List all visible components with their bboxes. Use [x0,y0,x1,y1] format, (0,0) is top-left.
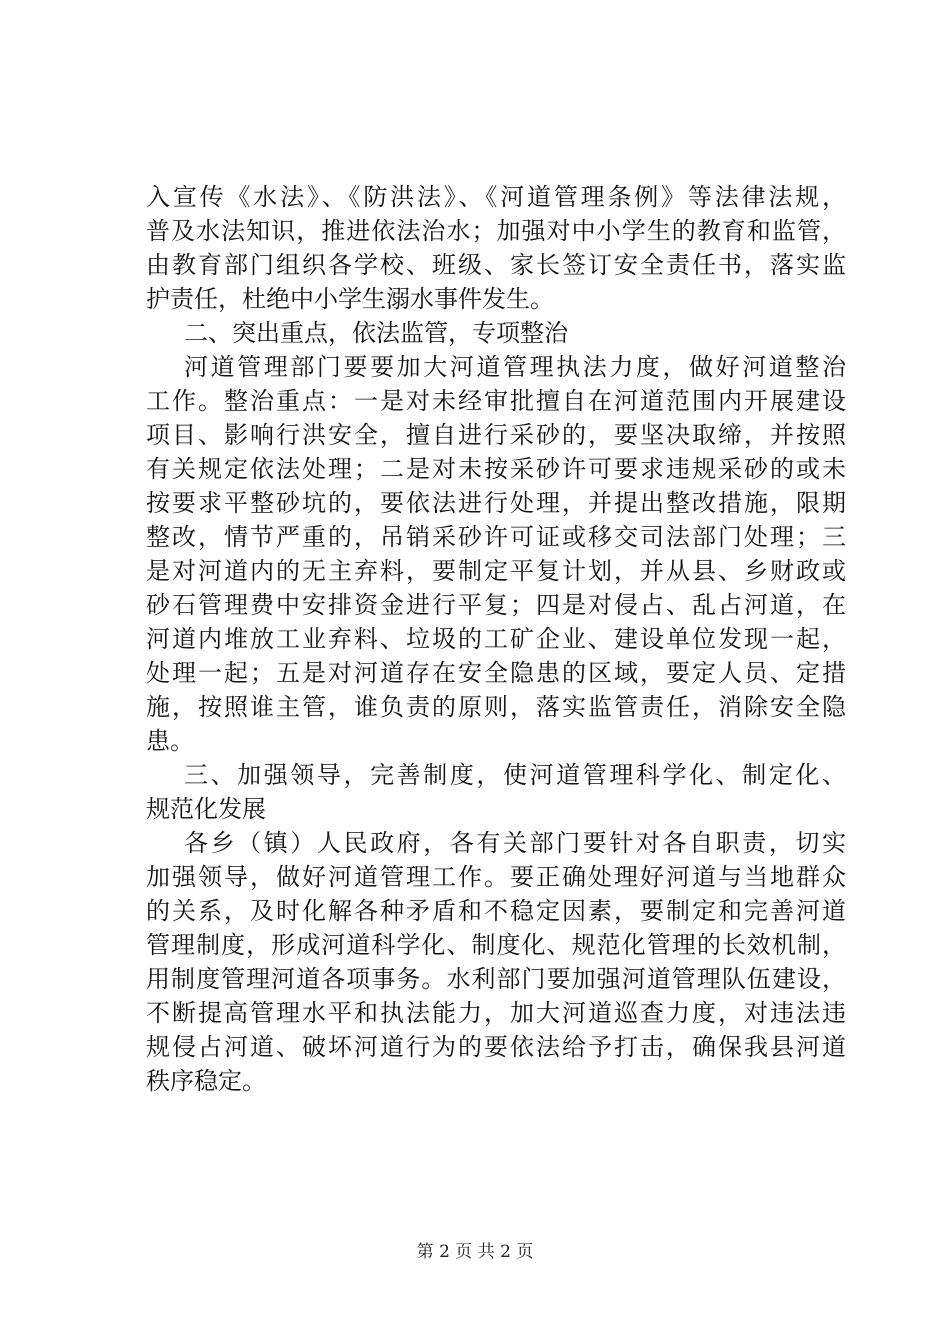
body-text-line: 加强领导，做好河道管理工作。要正确处理好河道与当地群众 [146,863,846,891]
body-text-line: 管理制度，形成河道科学化、制度化、规范化管理的长效机制， [146,931,846,959]
body-text-line: 砂石管理费中安排资金进行平复；四是对侵占、乱占河道，在 [146,591,846,619]
body-text-line: 项目、影响行洪安全，擅自进行采砂的，要坚决取缔，并按照 [146,421,846,449]
body-text-line: 有关规定依法处理；二是对未按采砂许可要求违规采砂的或未 [146,455,846,483]
body-text-line: 用制度管理河道各项事务。水利部门要加强河道管理队伍建设， [146,965,846,993]
body-text-line: 是对河道内的无主弃料，要制定平复计划，并从县、乡财政或 [146,557,846,585]
body-text-line: 普及水法知识，推进依法治水；加强对中小学生的教育和监管， [146,217,846,245]
body-text-line: 不断提高管理水平和执法能力，加大河道巡查力度，对违法违 [146,999,846,1027]
body-text-line: 规侵占河道、破坏河道行为的要依法给予打击，确保我县河道 [146,1033,846,1061]
body-text-line: 的关系，及时化解各种矛盾和不稳定因素，要制定和完善河道 [146,897,846,925]
body-text-line: 由教育部门组织各学校、班级、家长签订安全责任书，落实监 [146,251,846,279]
body-text-line: 秩序稳定。 [146,1067,266,1095]
body-text-line: 工作。整治重点：一是对未经审批擅自在河道范围内开展建设 [146,387,846,415]
body-text-line: 入宣传《水法》、《防洪法》、《河道管理条例》等法律法规， [146,183,846,211]
body-text-line: 各乡（镇）人民政府，各有关部门要针对各自职责，切实 [184,829,846,857]
body-text-line: 按要求平整砂坑的，要依法进行处理，并提出整改措施，限期 [146,489,846,517]
page-number-footer: 第 2 页 共 2 页 [416,1242,534,1262]
body-text-line: 护责任，杜绝中小学生溺水事件发生。 [146,285,554,313]
body-text-line: 处理一起；五是对河道存在安全隐患的区域，要定人员、定措 [146,659,846,687]
body-text-line: 河道内堆放工业弃料、垃圾的工矿企业、建设单位发现一起， [146,625,846,653]
section-heading-continued: 规范化发展 [146,795,266,823]
body-text-line: 整改，情节严重的，吊销采砂许可证或移交司法部门处理；三 [146,523,846,551]
section-heading: 二、突出重点，依法监管，专项整治 [184,319,568,347]
body-text-line: 施，按照谁主管，谁负责的原则，落实监管责任，消除安全隐 [146,693,846,721]
section-heading: 三、加强领导，完善制度，使河道管理科学化、制定化、 [184,761,846,789]
body-text-line: 河道管理部门要要加大河道管理执法力度，做好河道整治 [184,353,846,381]
body-text-line: 患。 [146,727,194,755]
